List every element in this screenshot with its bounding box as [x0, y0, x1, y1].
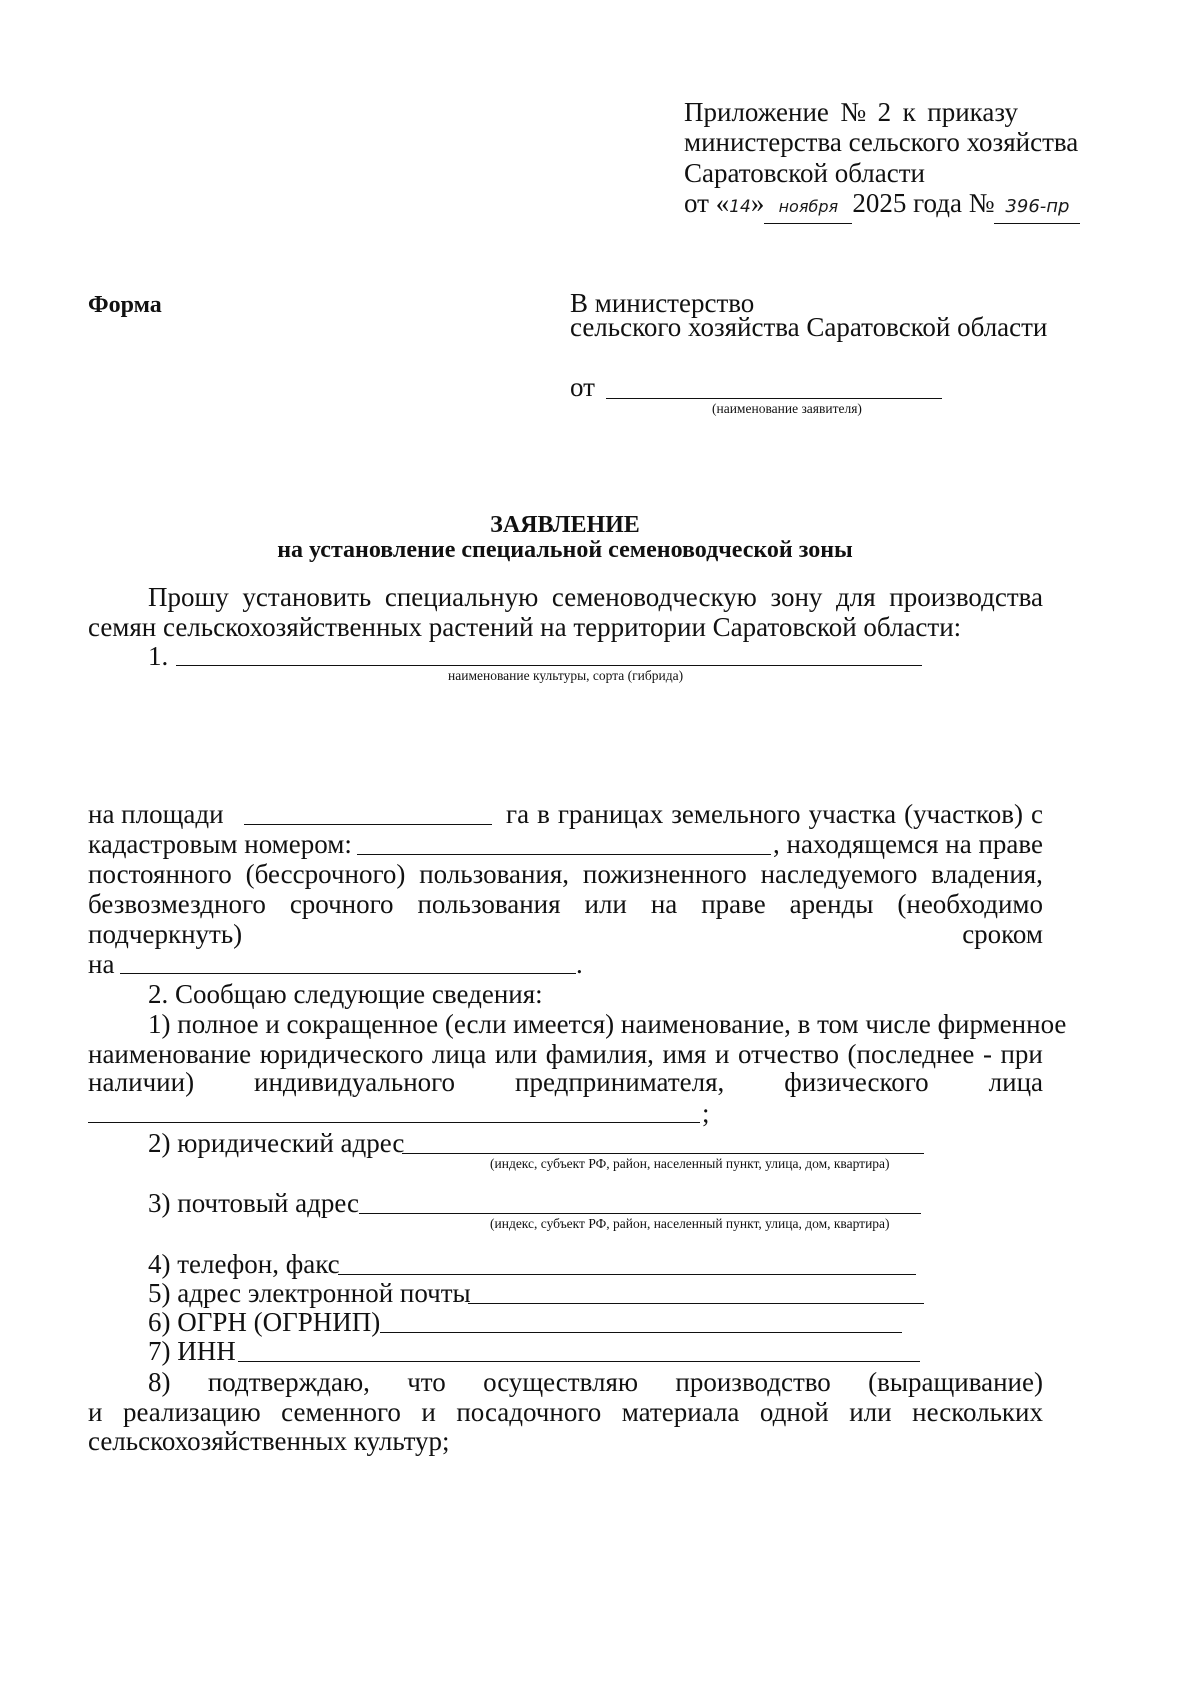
word: и	[714, 1039, 730, 1069]
addressee-line-2: сельского хозяйства Саратовской области	[570, 312, 1048, 342]
ogrn-label: 6) ОГРН (ОГРНИП)	[148, 1307, 381, 1337]
appendix-date-line	[684, 187, 1080, 224]
word: реализацию	[122, 1397, 261, 1427]
word: подчеркнуть)	[88, 919, 243, 949]
appendix-line-2: министерства сельского хозяйства	[684, 127, 1079, 157]
order-number-handwritten: 396-пр	[994, 191, 1080, 224]
ogrn-field[interactable]	[380, 1332, 902, 1333]
cadastral-label: кадастровым номером:	[88, 829, 352, 859]
word: посадочного	[456, 1397, 602, 1427]
date-mid: »	[750, 188, 765, 218]
word: (необходимо	[897, 889, 1043, 919]
appendix-line-1	[684, 96, 1018, 128]
postal-address-field[interactable]	[359, 1213, 921, 1214]
word: или	[849, 1397, 892, 1427]
word: зону	[770, 582, 823, 612]
word: границах	[557, 799, 664, 829]
cadastral-number-field[interactable]	[357, 854, 771, 855]
word: юридического	[259, 1039, 424, 1069]
postal-address-caption: (индекс, субъект РФ, район, населенный пункт, улица, дом, квартира)	[490, 1216, 890, 1231]
area-line-tail	[506, 798, 1043, 830]
inn-label: 7) ИНН	[148, 1336, 236, 1366]
section-2-heading: 2. Сообщаю следующие сведения:	[148, 979, 543, 1009]
word: осуществляю	[483, 1367, 639, 1397]
date-day-handwritten: 14	[729, 197, 751, 217]
word: отчество	[737, 1039, 839, 1069]
word: 8)	[148, 1367, 171, 1397]
rights-line-1	[88, 858, 1043, 890]
area-label	[88, 798, 224, 830]
word: или	[494, 1039, 538, 1069]
word: семеноводческую	[551, 582, 757, 612]
word: подтверждаю,	[207, 1367, 370, 1397]
applicant-name-field[interactable]	[606, 398, 942, 399]
word: наличии)	[88, 1067, 195, 1097]
term-tail: .	[576, 949, 583, 979]
word: пользования,	[419, 859, 570, 889]
word: срочного	[289, 889, 394, 919]
term-label: на	[88, 949, 115, 979]
word: и	[421, 1397, 436, 1427]
word: фамилия,	[545, 1039, 654, 1069]
word: (бессрочного)	[245, 859, 406, 889]
word: (последнее	[847, 1039, 975, 1069]
word: владения,	[931, 859, 1043, 889]
area-text	[88, 799, 224, 829]
p1-line-3	[88, 1066, 1043, 1098]
word: физического	[784, 1067, 929, 1097]
word: и	[88, 1397, 103, 1427]
word: участка	[808, 799, 897, 829]
word: на	[650, 889, 678, 919]
word: земельного	[671, 799, 801, 829]
word: постоянного	[88, 859, 232, 889]
inn-field[interactable]	[238, 1361, 920, 1362]
word: га	[506, 799, 530, 829]
word: Приложение	[684, 97, 829, 127]
word: установить	[242, 582, 372, 612]
word: Прошу	[148, 582, 229, 612]
applicant-name-caption: (наименование заявителя)	[712, 401, 862, 416]
word: для	[836, 582, 876, 612]
legal-address-label: 2) юридический адрес	[148, 1128, 405, 1158]
phone-fax-field[interactable]	[338, 1274, 916, 1275]
legal-address-caption: (индекс, субъект РФ, район, населенный пункт, улица, дом, квартира)	[490, 1156, 890, 1171]
legal-address-field[interactable]	[402, 1153, 924, 1154]
item-1-number: 1.	[148, 641, 169, 671]
word: наименование	[88, 1039, 252, 1069]
p8-line-1	[148, 1366, 1043, 1398]
word: с	[1030, 799, 1043, 829]
date-year: 2025 года №	[852, 188, 995, 218]
word: лица	[988, 1067, 1043, 1097]
intro-line-1	[148, 581, 1043, 613]
crop-variety-field[interactable]	[176, 665, 922, 666]
crop-variety-caption: наименование культуры, сорта (гибрида)	[448, 668, 684, 683]
p1-tail: ;	[702, 1098, 710, 1128]
word: материала	[621, 1397, 740, 1427]
from-label: от	[570, 372, 595, 402]
word: аренды	[789, 889, 874, 919]
word: семенного	[281, 1397, 401, 1427]
document-subtitle: на установление специальной семеноводческой зоны	[277, 537, 853, 563]
word: пожизненного	[582, 859, 747, 889]
word: 2	[877, 97, 892, 127]
word: имя	[662, 1039, 707, 1069]
word: специальную	[384, 582, 539, 612]
word: индивидуального	[254, 1067, 456, 1097]
word: или	[584, 889, 627, 919]
word: пользования	[417, 889, 561, 919]
word: лица	[431, 1039, 487, 1069]
word: при	[1000, 1039, 1043, 1069]
word: на площади	[88, 799, 224, 829]
word: что	[407, 1367, 446, 1397]
postal-address-label: 3) почтовый адрес	[148, 1188, 359, 1218]
word: -	[982, 1039, 992, 1069]
email-label: 5) адрес электронной почты	[148, 1278, 471, 1308]
area-field[interactable]	[244, 824, 492, 825]
applicant-full-name-field[interactable]	[88, 1122, 700, 1123]
word: наследуемого	[760, 859, 918, 889]
word: праве	[701, 889, 766, 919]
addressee-line-1: В министерство	[570, 288, 755, 318]
p1-line-1: 1) полное и сокращенное (если имеется) наименование, в том числе фирменное	[148, 1009, 1067, 1039]
word: производство	[675, 1367, 831, 1397]
date-prefix: от «	[684, 188, 730, 218]
p8-line-3: сельскохозяйственных культур;	[88, 1426, 450, 1456]
word: к	[902, 97, 916, 127]
intro-line-2: семян сельскохозяйственных растений на территории Саратовской области:	[88, 612, 962, 642]
word: №	[840, 97, 867, 127]
rights-line-3	[88, 918, 1043, 950]
word: безвозмездного	[88, 889, 266, 919]
word: предпринимателя,	[515, 1067, 725, 1097]
email-field[interactable]	[468, 1303, 924, 1304]
rights-line-2	[88, 888, 1043, 920]
word: (выращивание)	[868, 1367, 1043, 1397]
p8-line-2	[88, 1396, 1043, 1428]
word: в	[537, 799, 550, 829]
form-label: Форма	[88, 292, 162, 318]
date-month-handwritten: ноября	[764, 191, 852, 224]
term-field[interactable]	[120, 973, 576, 974]
appendix-line-3: Саратовской области	[684, 158, 925, 188]
word: нескольких	[912, 1397, 1043, 1427]
document-title: ЗАЯВЛЕНИЕ	[490, 512, 640, 538]
word: сроком	[962, 919, 1043, 949]
word: производства	[889, 582, 1043, 612]
word: (участков)	[904, 799, 1023, 829]
word: одной	[759, 1397, 829, 1427]
phone-fax-label: 4) телефон, факс	[148, 1249, 340, 1279]
word: приказу	[927, 97, 1018, 127]
cadastral-tail: , находящемся на праве	[773, 829, 1043, 859]
